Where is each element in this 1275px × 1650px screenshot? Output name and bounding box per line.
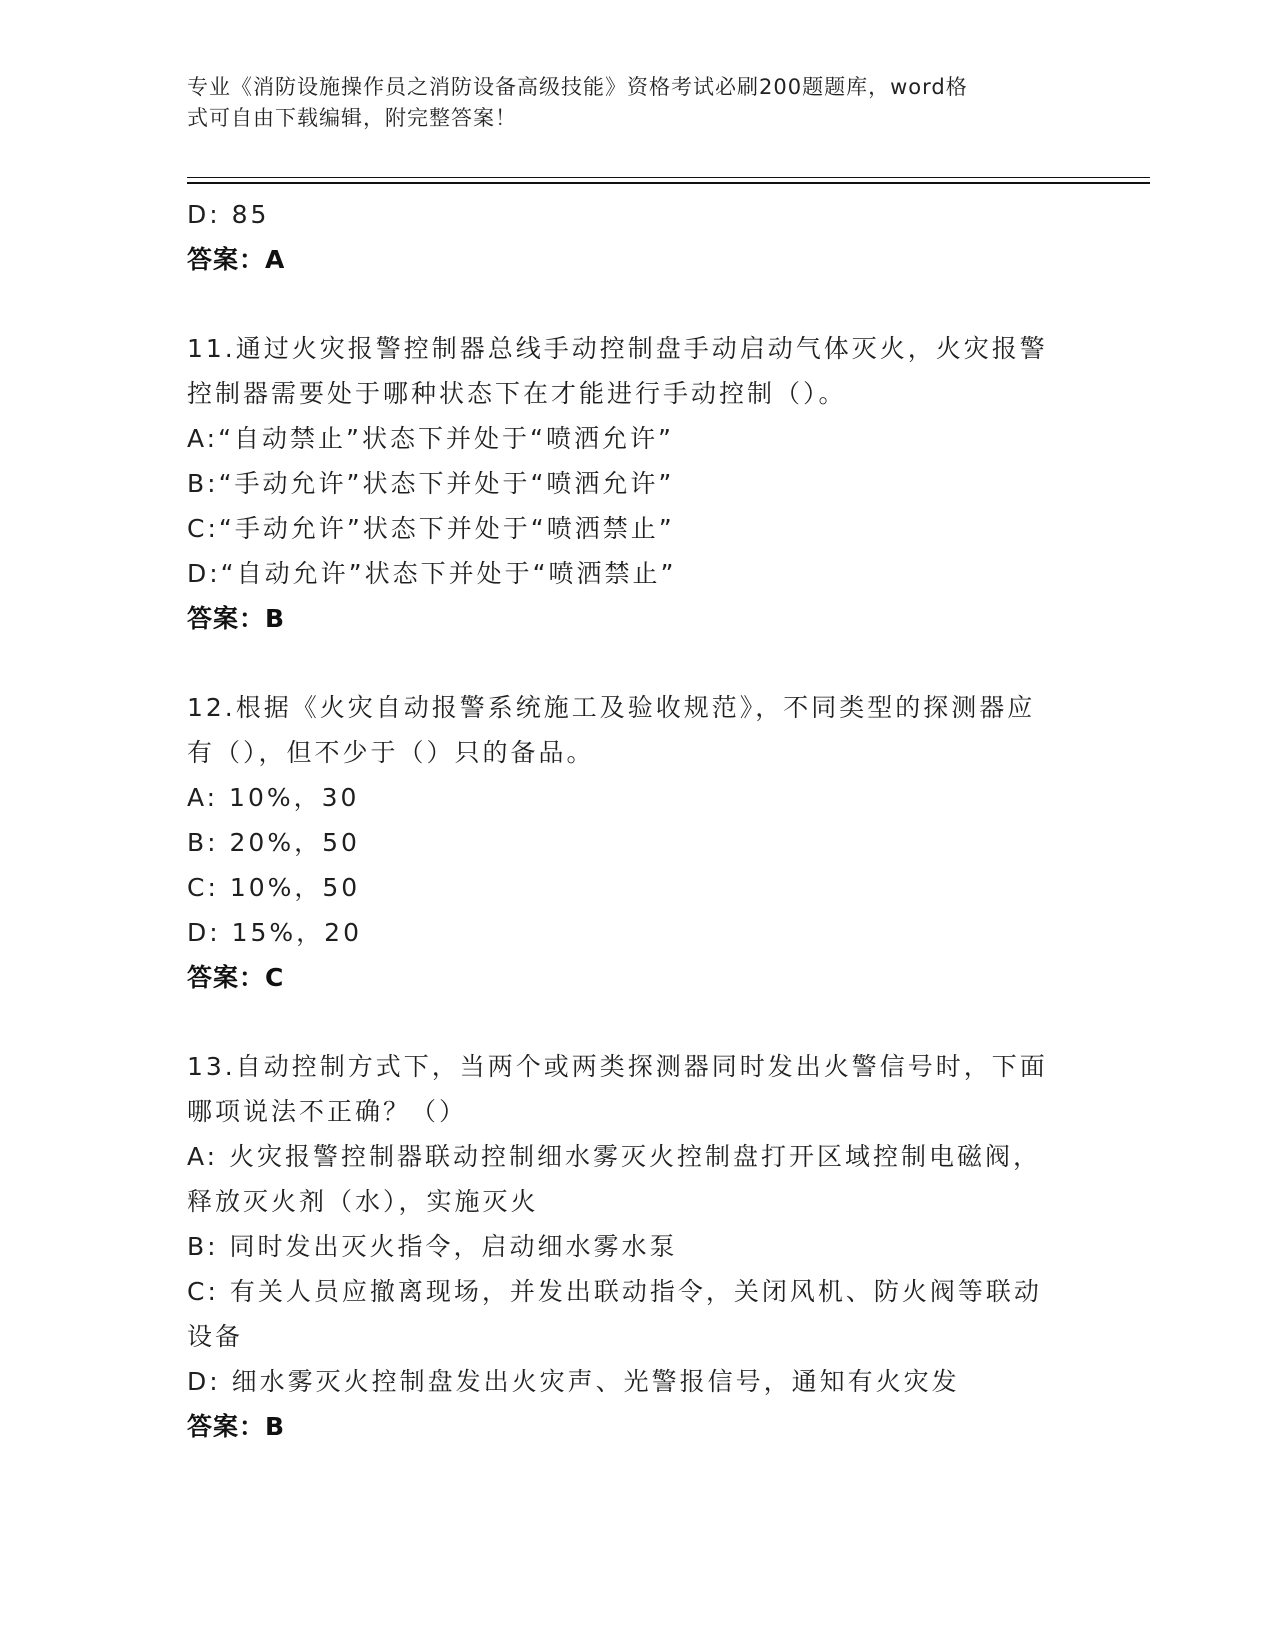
answer-line: 答案：B [187,1412,286,1441]
option-d: D: 细水雾灭火控制盘发出火灾声、光警报信号，通知有火灾发 [187,1367,960,1396]
option-b: B: 同时发出灭火指令，启动细水雾水泵 [187,1232,678,1261]
question-stem-line-1: 11.通过火灾报警控制器总线手动控制盘手动启动气体灭火，火灾报警 [187,334,1048,363]
answer-line: 答案：C [187,963,285,992]
answer-line: 答案：B [187,604,286,633]
answer-line: 答案：A [187,245,286,274]
spacer [187,1000,1087,1044]
option-d: D: 15%，20 [187,918,362,947]
option-a-line-1: A: 火灾报警控制器联动控制细水雾灭火控制盘打开区域控制电磁阀， [187,1142,1042,1171]
document-body [187,192,1087,1449]
option-c-line-1: C: 有关人员应撤离现场，并发出联动指令，关闭风机、防火阀等联动 [187,1277,1042,1306]
option-b: B:“手动允许”状态下并处于“喷洒允许” [187,469,675,498]
spacer [187,641,1087,685]
header-divider-thin [187,177,1150,178]
question-stem-line-2: 控制器需要处于哪种状态下在才能进行手动控制（）。 [187,379,847,408]
option-a-line-2: 释放灭火剂（水），实施灭火 [187,1187,539,1216]
previous-question-tail [187,192,1087,282]
option-d: D: 85 [187,200,270,229]
option-c: C:“手动允许”状态下并处于“喷洒禁止” [187,514,675,543]
document-header [187,72,1067,134]
option-d: D:“自动允许”状态下并处于“喷洒禁止” [187,559,677,588]
question-stem-line-2: 哪项说法不正确？（） [187,1097,468,1126]
question-stem-line-1: 12.根据《火灾自动报警系统施工及验收规范》，不同类型的探测器应 [187,693,1036,722]
option-a: A: 10%，30 [187,783,360,812]
header-title-line-2: 式可自由下载编辑，附完整答案！ [187,106,517,130]
question-stem-line-1: 13.自动控制方式下，当两个或两类探测器同时发出火警信号时，下面 [187,1052,1048,1081]
question-13 [187,1044,1087,1449]
option-b: B: 20%，50 [187,828,360,857]
question-11 [187,326,1087,641]
header-divider-thick [187,182,1150,184]
header-title-line-1: 专业《消防设施操作员之消防设备高级技能》资格考试必刷200题题库，word格 [187,75,968,99]
question-stem-line-2: 有（），但不少于（）只的备品。 [187,738,595,767]
option-c: C: 10%，50 [187,873,361,902]
option-c-line-2: 设备 [187,1322,244,1351]
option-a: A:“自动禁止”状态下并处于“喷洒允许” [187,424,674,453]
question-12 [187,685,1087,1000]
spacer [187,282,1087,326]
